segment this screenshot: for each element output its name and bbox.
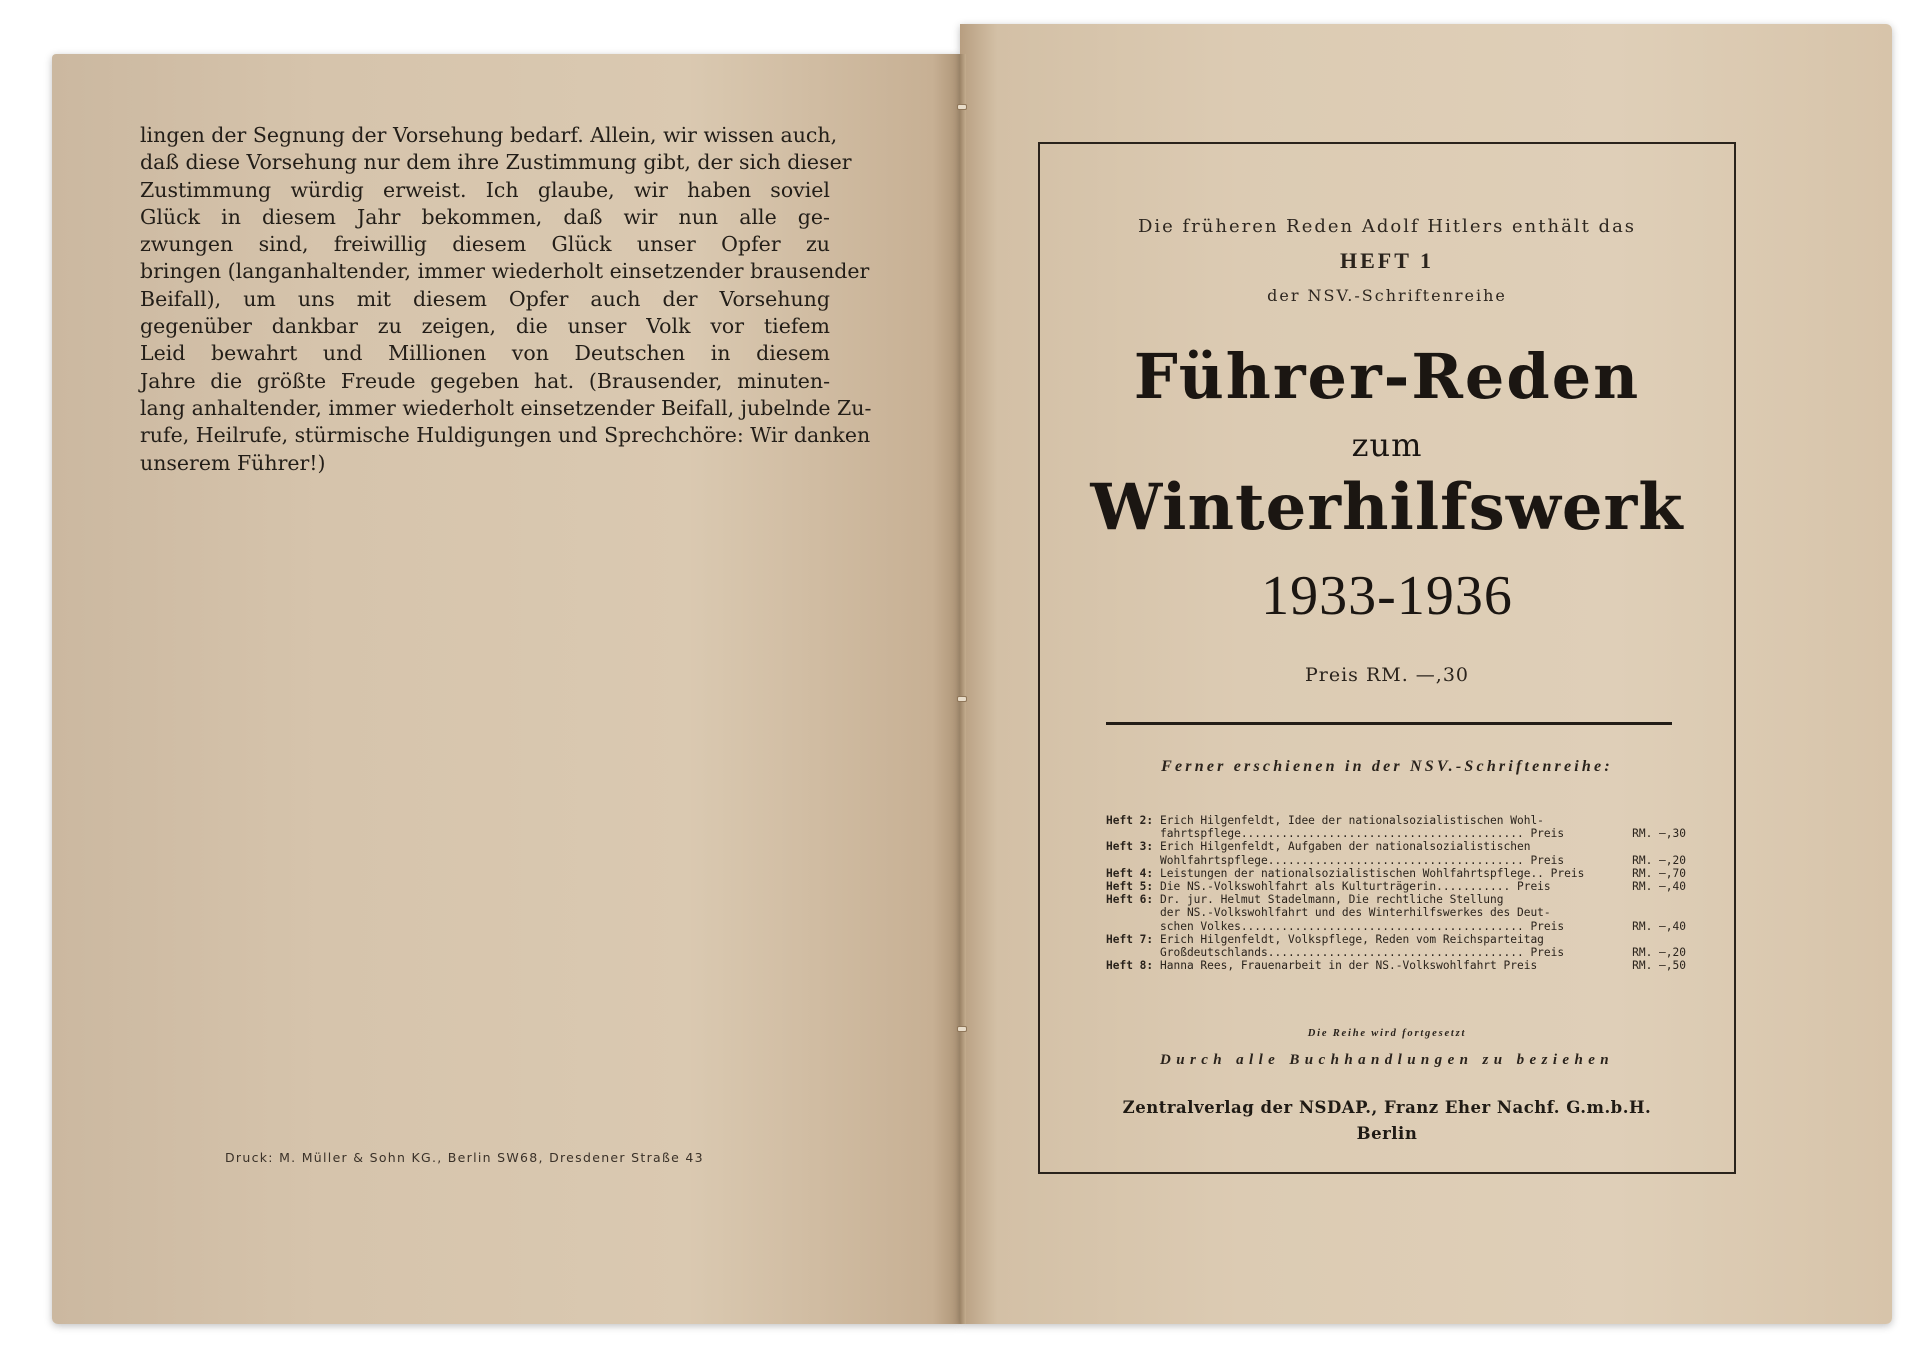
divider-rule: [1106, 722, 1672, 725]
staple-bottom: [957, 1026, 967, 1032]
publication-text: Erich Hilgenfeldt, Aufgaben der nationalsozialistischen: [1160, 840, 1531, 854]
title-main: Führer-Reden: [1133, 340, 1641, 413]
publisher-name: Zentralverlag der NSDAP., Franz Eher Nachf. G.m.b.H.: [1122, 1098, 1652, 1117]
heft-number: HEFT 1: [1339, 248, 1434, 273]
heft-label: Heft 4:: [1106, 866, 1154, 880]
publication-text: der NS.-Volkswohlfahrt und des Winterhilfswerkes des Deut-: [1160, 906, 1551, 920]
heft-label: Heft 8:: [1106, 959, 1154, 973]
bookstores-note: Durch alle Buchhandlungen zu beziehen: [1159, 1052, 1615, 1068]
speech-line: Zustimmung würdig erweist. Ich glaube, wir haben soviel: [140, 177, 830, 202]
speech-line: lingen der Segnung der Vorsehung bedarf. Allein, wir wissen auch,: [140, 123, 838, 147]
title-years: 1933-1936: [1261, 565, 1513, 627]
publication-text: fahrtspflege.......................................... Preis: [1160, 827, 1565, 841]
intro-line: Die früheren Reden Adolf Hitlers enthält das: [1137, 216, 1637, 237]
publication-text: Großdeutschlands...................................... Preis: [1160, 946, 1565, 960]
speech-line: daß diese Vorsehung nur dem ihre Zustimmung gibt, der sich dieser: [140, 150, 852, 175]
speech-line: unserem Führer!): [140, 450, 326, 475]
speech-line: Beifall), um uns mit diesem Opfer auch der Vorsehung: [140, 286, 830, 311]
printer-imprint: Druck: M. Müller & Sohn KG., Berlin SW68, Dresdener Straße 43: [225, 1150, 704, 1165]
publication-price: RM. —,40: [1632, 919, 1686, 933]
publication-price: [1594, 840, 1686, 853]
publication-price: RM. —,50: [1632, 959, 1686, 973]
speech-line: Leid bewahrt und Millionen von Deutschen in diesem: [140, 341, 830, 366]
publication-price: RM. —,40: [1632, 880, 1686, 894]
publication-price: [1594, 933, 1686, 946]
title-zum: zum: [1351, 426, 1423, 464]
publication-text: Die NS.-Volkswohlfahrt als Kulturträgerin........... Preis: [1160, 880, 1551, 894]
further-publications-heading: Ferner erschienen in der NSV.-Schriftenreihe:: [1161, 758, 1613, 775]
title-frame: [1038, 142, 1736, 1174]
title-winterhilfswerk: Winterhilfswerk: [1090, 470, 1684, 545]
speech-line: Glück in diesem Jahr bekommen, daß wir nun alle ge-: [140, 204, 830, 229]
heft-label: Heft 2:: [1106, 814, 1154, 827]
staple-middle: [957, 696, 967, 702]
speech-line: rufe, Heilrufe, stürmische Huldigungen und Sprechchöre: Wir danken: [140, 423, 871, 448]
publication-item: [1106, 893, 1686, 933]
publication-text: Erich Hilgenfeldt, Volkspflege, Reden vom Reichsparteitag: [1160, 932, 1544, 946]
publication-price: RM. —,70: [1632, 866, 1686, 880]
publication-text: Hanna Rees, Frauenarbeit in der NS.-Volkswohlfahrt Preis: [1160, 959, 1538, 973]
staple-top: [957, 104, 967, 110]
publication-price: RM. —,20: [1632, 853, 1686, 867]
heft-label: Heft 5:: [1106, 880, 1154, 894]
publication-text: Leistungen der nationalsozialistischen Wohlfahrtspflege.. Preis: [1160, 866, 1585, 880]
publication-item: [1106, 814, 1686, 840]
publication-item: [1106, 880, 1686, 893]
speech-line: lang anhaltender, immer wiederholt einsetzender Beifall, jubelnde Zu-: [140, 395, 872, 420]
series-line: der NSV.-Schriftenreihe: [1267, 286, 1507, 305]
publication-item: [1106, 867, 1686, 880]
heft-label: Heft 7:: [1106, 932, 1154, 946]
publication-price: RM. —,30: [1632, 827, 1686, 841]
publication-text: schen Volkes.......................................... Preis: [1160, 919, 1565, 933]
publication-price: [1594, 906, 1686, 919]
speech-line: gegenüber dankbar zu zeigen, die unser Volk vor tiefem: [140, 314, 830, 339]
speech-line: zwungen sind, freiwillig diesem Glück unser Opfer zu: [140, 232, 830, 257]
publication-text: Wohlfahrtspflege...................................... Preis: [1160, 853, 1565, 867]
publication-price: [1594, 893, 1686, 906]
speech-text: [140, 122, 872, 477]
speech-line: Jahre die größte Freude gegeben hat. (Brausender, minuten-: [140, 368, 830, 393]
publication-price: RM. —,20: [1632, 946, 1686, 960]
publisher-city: Berlin: [1356, 1124, 1418, 1143]
heft-label: Heft 6:: [1106, 893, 1154, 907]
publication-text: Dr. jur. Helmut Stadelmann, Die rechtliche Stellung: [1160, 893, 1504, 907]
publication-item: [1106, 933, 1686, 959]
publication-item: [1106, 959, 1686, 972]
price: Preis RM. —,30: [1304, 664, 1470, 686]
spine: [960, 54, 966, 1324]
publication-item: [1106, 840, 1686, 866]
series-continued-note: Die Reihe wird fortgesetzt: [1307, 1028, 1467, 1039]
publication-price: [1594, 814, 1686, 827]
speech-line: bringen (langanhaltender, immer wiederholt einsetzender brausender: [140, 259, 870, 284]
heft-label: Heft 3:: [1106, 840, 1154, 854]
publication-list: [1106, 814, 1686, 972]
publication-text: Erich Hilgenfeldt, Idee der nationalsozialistischen Wohl-: [1160, 814, 1544, 827]
